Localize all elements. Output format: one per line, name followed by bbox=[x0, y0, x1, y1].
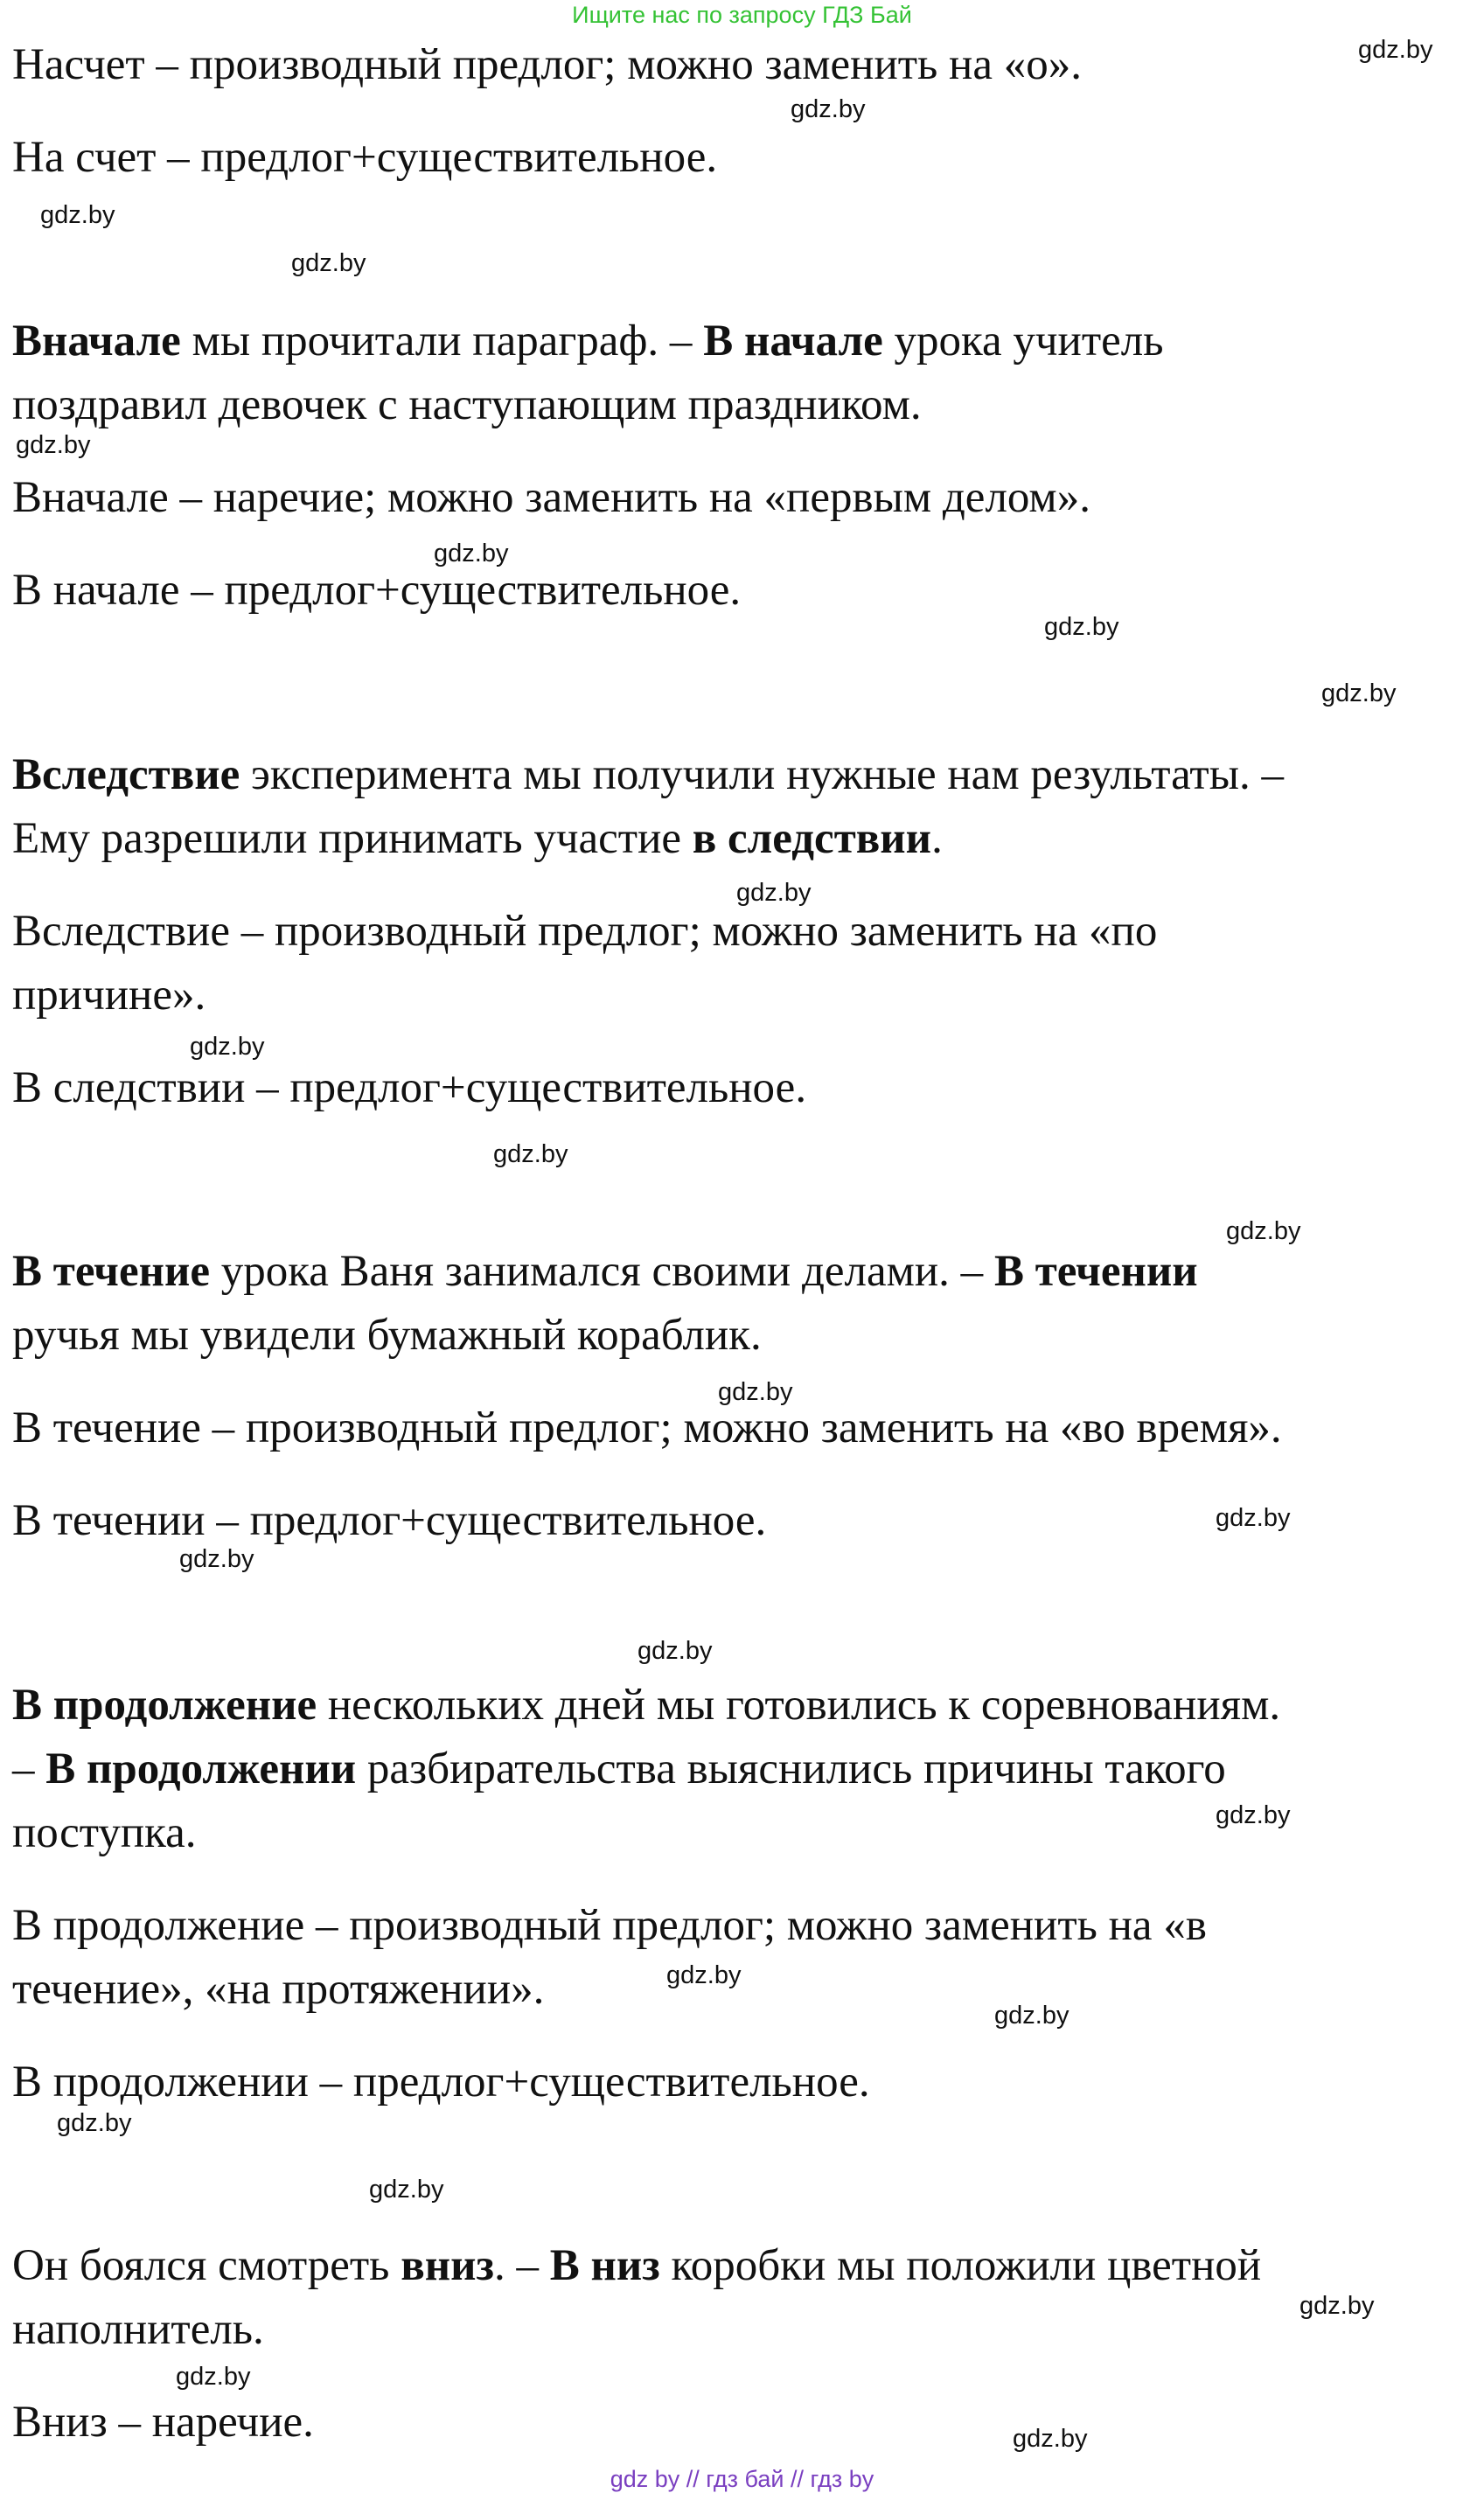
text-line: На счет – предлог+существительное. bbox=[12, 133, 718, 182]
text-line bbox=[12, 749, 1284, 800]
text-span: . – bbox=[494, 2241, 550, 2290]
text-span: нескольких дней мы готовились к соревнованиям. bbox=[317, 1681, 1281, 1730]
text-line: В продолжение – производный предлог; можно заменить на «в bbox=[12, 1901, 1207, 1950]
search-hint-link[interactable]: Ищите нас по запросу ГДЗ Бай bbox=[572, 2, 912, 28]
text-span: Ему разрешили принимать участие bbox=[12, 814, 693, 863]
watermark: gdz.by bbox=[666, 1961, 742, 1989]
watermark: gdz.by bbox=[1299, 2292, 1375, 2320]
text-line: причине». bbox=[12, 971, 206, 1020]
text-line: В течение – производный предлог; можно заменить на «во время». bbox=[12, 1403, 1282, 1452]
footer-links[interactable]: gdz by // гдз бай // гдз by bbox=[610, 2466, 874, 2492]
watermark: gdz.by bbox=[57, 2109, 132, 2137]
text-line: Насчет – производный предлог; можно заменить на «о». bbox=[12, 40, 1082, 89]
text-line: наполнитель. bbox=[12, 2305, 264, 2354]
watermark: gdz.by bbox=[1226, 1217, 1301, 1245]
text-span: – bbox=[12, 1744, 46, 1793]
bold-term: В низ bbox=[549, 2241, 660, 2290]
text-span: мы прочитали параграф. – bbox=[180, 317, 704, 366]
watermark: gdz.by bbox=[291, 249, 366, 277]
bold-term: в следствии bbox=[692, 814, 932, 863]
bold-term: Вначале bbox=[12, 317, 181, 366]
text-line: В продолжении – предлог+существительное. bbox=[12, 2058, 870, 2107]
watermark: gdz.by bbox=[994, 2002, 1069, 2030]
text-span: . bbox=[931, 814, 943, 863]
text-span: коробки мы положили цветной bbox=[659, 2241, 1262, 2290]
watermark: gdz.by bbox=[176, 2363, 251, 2391]
bold-term: Вследствие bbox=[12, 750, 240, 799]
text-line: В начале – предлог+существительное. bbox=[12, 566, 742, 615]
text-span: урока учитель bbox=[882, 317, 1164, 366]
watermark: gdz.by bbox=[1044, 613, 1119, 641]
watermark: gdz.by bbox=[493, 1140, 568, 1168]
watermark: gdz.by bbox=[1216, 1801, 1291, 1829]
text-line bbox=[12, 1680, 1280, 1731]
watermark: gdz.by bbox=[16, 431, 91, 459]
watermark: gdz.by bbox=[434, 540, 509, 568]
text-span: разбирательства выяснились причины такого bbox=[356, 1744, 1226, 1793]
bold-term: В начале bbox=[703, 317, 883, 366]
text-line: В следствии – предлог+существительное. bbox=[12, 1063, 807, 1112]
text-line bbox=[12, 1744, 1226, 1794]
watermark: gdz.by bbox=[718, 1378, 793, 1406]
text-line bbox=[12, 1246, 1198, 1297]
watermark: gdz.by bbox=[637, 1637, 713, 1665]
watermark: gdz.by bbox=[1358, 36, 1433, 64]
watermark: gdz.by bbox=[40, 201, 115, 229]
watermark: gdz.by bbox=[190, 1033, 265, 1061]
bold-term: В течение bbox=[12, 1247, 210, 1296]
text-line: Вниз – наречие. bbox=[12, 2398, 314, 2447]
text-line: поступка. bbox=[12, 1808, 197, 1857]
bold-term: вниз bbox=[401, 2241, 494, 2290]
text-line: Вначале – наречие; можно заменить на «первым делом». bbox=[12, 473, 1090, 522]
watermark: gdz.by bbox=[1321, 679, 1397, 707]
bold-term: В течении bbox=[993, 1247, 1198, 1296]
bold-term: В продолжении bbox=[45, 1744, 357, 1793]
watermark: gdz.by bbox=[179, 1545, 254, 1573]
text-line: В течении – предлог+существительное. bbox=[12, 1496, 767, 1545]
text-span: эксперимента мы получили нужные нам результаты. – bbox=[240, 750, 1284, 799]
watermark: gdz.by bbox=[736, 879, 812, 907]
text-line bbox=[12, 813, 943, 864]
bold-term: В продолжение bbox=[12, 1681, 317, 1730]
text-line: Вследствие – производный предлог; можно заменить на «по bbox=[12, 907, 1158, 956]
watermark: gdz.by bbox=[1013, 2425, 1088, 2453]
text-line: течение», «на протяжении». bbox=[12, 1965, 545, 2014]
text-line bbox=[12, 2240, 1261, 2291]
watermark: gdz.by bbox=[1216, 1504, 1291, 1532]
watermark: gdz.by bbox=[369, 2176, 444, 2204]
text-line bbox=[12, 316, 1163, 366]
text-span: Он боялся смотреть bbox=[12, 2241, 401, 2290]
text-span: урока Ваня занимался своими делами. – bbox=[210, 1247, 994, 1296]
watermark: gdz.by bbox=[791, 95, 866, 123]
text-line: поздравил девочек с наступающим праздником. bbox=[12, 380, 922, 429]
text-line: ручья мы увидели бумажный кораблик. bbox=[12, 1311, 762, 1360]
